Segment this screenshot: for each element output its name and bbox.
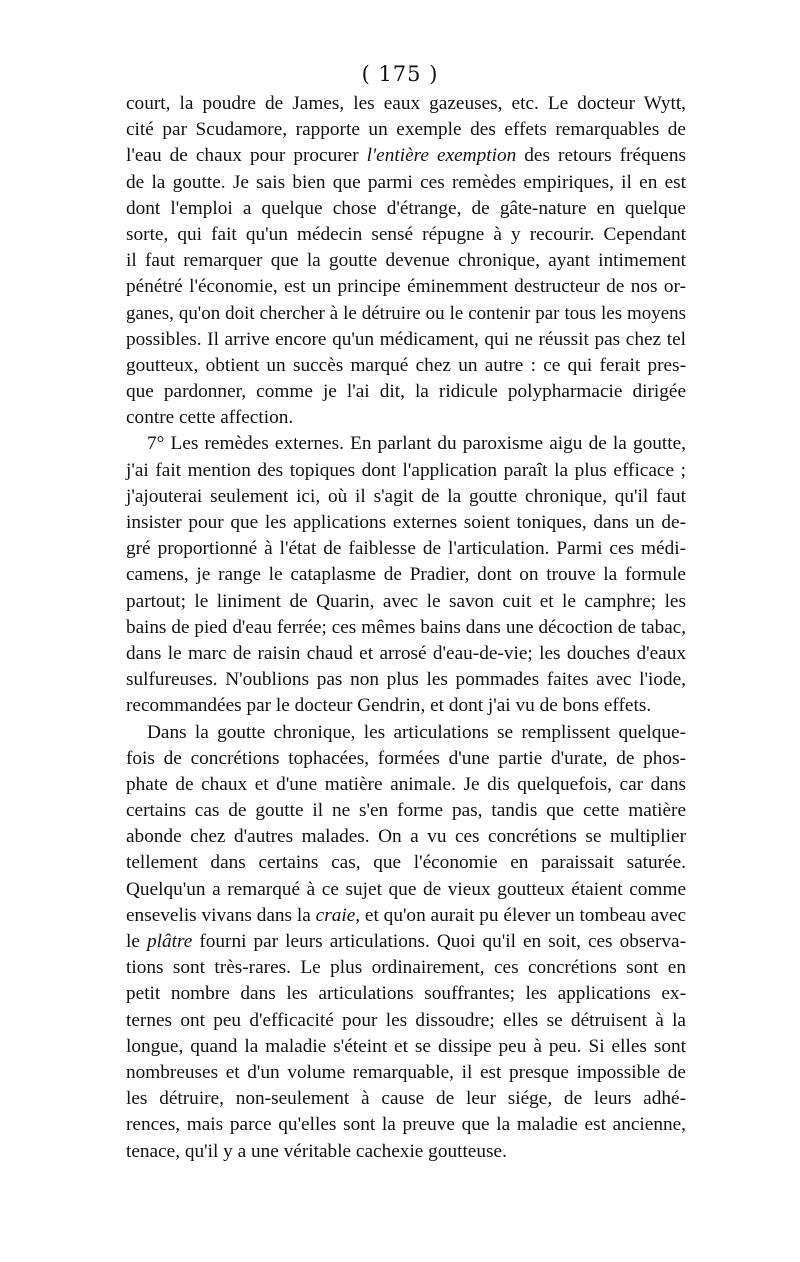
text-line: rences, mais parce qu'elles sont la preuve que la maladie est ancienne, (126, 1114, 686, 1136)
text-segment: des retours fréquens (516, 145, 686, 167)
text-line: cité par Scudamore, rapporte un exemple des effets remarquables de (126, 119, 686, 141)
text-line: insister pour que les applications externes soient toniques, dans un de- (126, 512, 686, 533)
text-line: tions sont très-rares. Le plus ordinairement, ces concrétions sont en (126, 957, 686, 979)
italic-text: l'entière exemption (366, 145, 517, 167)
text-line: recommandées par le docteur Gendrin, et dont j'ai vu de bons effets. (126, 695, 652, 717)
text-line: tellement dans certains cas, que l'économie en paraissait saturée. (126, 852, 686, 874)
text-line: nombreuses et d'un volume remarquable, il est presque impossible de (126, 1061, 686, 1083)
text-line: bains de pied d'eau ferrée; ces mêmes bains dans une décoction de tabac, (126, 616, 686, 638)
text-segment: fourni par leurs articulations. Quoi qu'il en soit, ces observa- (192, 931, 686, 952)
text-line: sulfureuses. N'oublions pas non plus les pommades faites avec l'iode, (126, 669, 686, 691)
text-line (126, 903, 686, 929)
text-line: tenace, qu'il y a une véritable cachexie goutteuse. (126, 1140, 507, 1162)
text-segment: le (126, 931, 147, 952)
text-line: j'ajouterai seulement ici, où il s'agit de la goutte chronique, qu'il faut (126, 485, 686, 507)
text-segment: l'eau de chaux pour procurer (126, 145, 367, 167)
text-line: petit nombre dans les articulations souffrantes; les applications ex- (126, 983, 686, 1005)
text-line: 7° Les remèdes externes. En parlant du paroxisme aigu de la goutte, (147, 433, 686, 455)
text-line: phate de chaux et d'une matière animale. Je dis quelquefois, car dans (126, 773, 686, 795)
text-line: j'ai fait mention des topiques dont l'application paraît la plus efficace ; (126, 459, 686, 481)
text-line: certains cas de goutte il ne s'en forme pas, tandis que cette matière (126, 800, 686, 822)
text-line: dans le marc de raisin chaud et arrosé d'eau-de-vie; les douches d'eaux (126, 642, 686, 664)
text-segment: , et qu'on aurait pu élever un tombeau avec (355, 904, 686, 926)
text-line (126, 929, 686, 955)
text-line: gré proportionné à l'état de faiblesse de l'articulation. Parmi ces médi- (126, 538, 686, 560)
text-line: abonde chez d'autres malades. On a vu ces concrétions se multiplier (126, 826, 686, 848)
text-line: dont l'emploi a quelque chose d'étrange, de gâte-nature en quelque (126, 197, 686, 219)
text-line: ganes, qu'on doit chercher à le détruire ou le contenir par tous les moyens (126, 302, 686, 324)
text-line: pénétré l'économie, est un principe éminemment destructeur de nos or- (126, 276, 686, 298)
text-line: fois de concrétions tophacées, formées d'une partie d'urate, de phos- (126, 747, 686, 769)
text-line: sorte, qui fait qu'un médecin sensé répugne à y recourir. Cependant (126, 223, 686, 245)
text-line: possibles. Il arrive encore qu'un médicament, qui ne réussit pas chez tel (126, 328, 686, 350)
text-line: de la goutte. Je sais bien que parmi ces remèdes empiriques, il en est (126, 171, 686, 193)
text-line: ternes ont peu d'efficacité pour les dissoudre; elles se détruisent à la (126, 1009, 686, 1031)
text-line: court, la poudre de James, les eaux gazeuses, etc. Le docteur Wytt, (126, 93, 686, 114)
text-line: contre cette affection. (126, 407, 294, 429)
text-line: Quelqu'un a remarqué à ce sujet que de vieux goutteux étaient comme (126, 878, 686, 900)
body-text (126, 91, 686, 1165)
text-line: il faut remarquer que la goutte devenue chronique, ayant intimement (126, 250, 686, 272)
text-line: goutteux, obtient un succès marqué chez un autre : ce qui ferait pres- (126, 354, 686, 376)
text-line: partout; le liniment de Quarin, avec le savon cuit et le camphre; les (126, 590, 686, 612)
text-line: longue, quand la maladie s'éteint et se dissipe peu à peu. Si elles sont (126, 1035, 686, 1057)
text-segment: ensevelis vivans dans la (126, 904, 316, 926)
text-line: les détruire, non-seulement à cause de leur siége, de leurs adhé- (126, 1088, 686, 1110)
page-number: ( 175 ) (361, 62, 439, 86)
text-line: que pardonner, comme je l'ai dit, la ridicule polypharmacie dirigée (126, 381, 686, 403)
text-line (126, 143, 686, 169)
text-line: camens, je range le cataplasme de Pradier, dont on trouve la formule (126, 564, 686, 586)
italic-text: plâtre (146, 931, 193, 952)
text-line: Dans la goutte chronique, les articulations se remplissent quelque- (147, 721, 686, 743)
italic-text: craie (315, 904, 356, 926)
